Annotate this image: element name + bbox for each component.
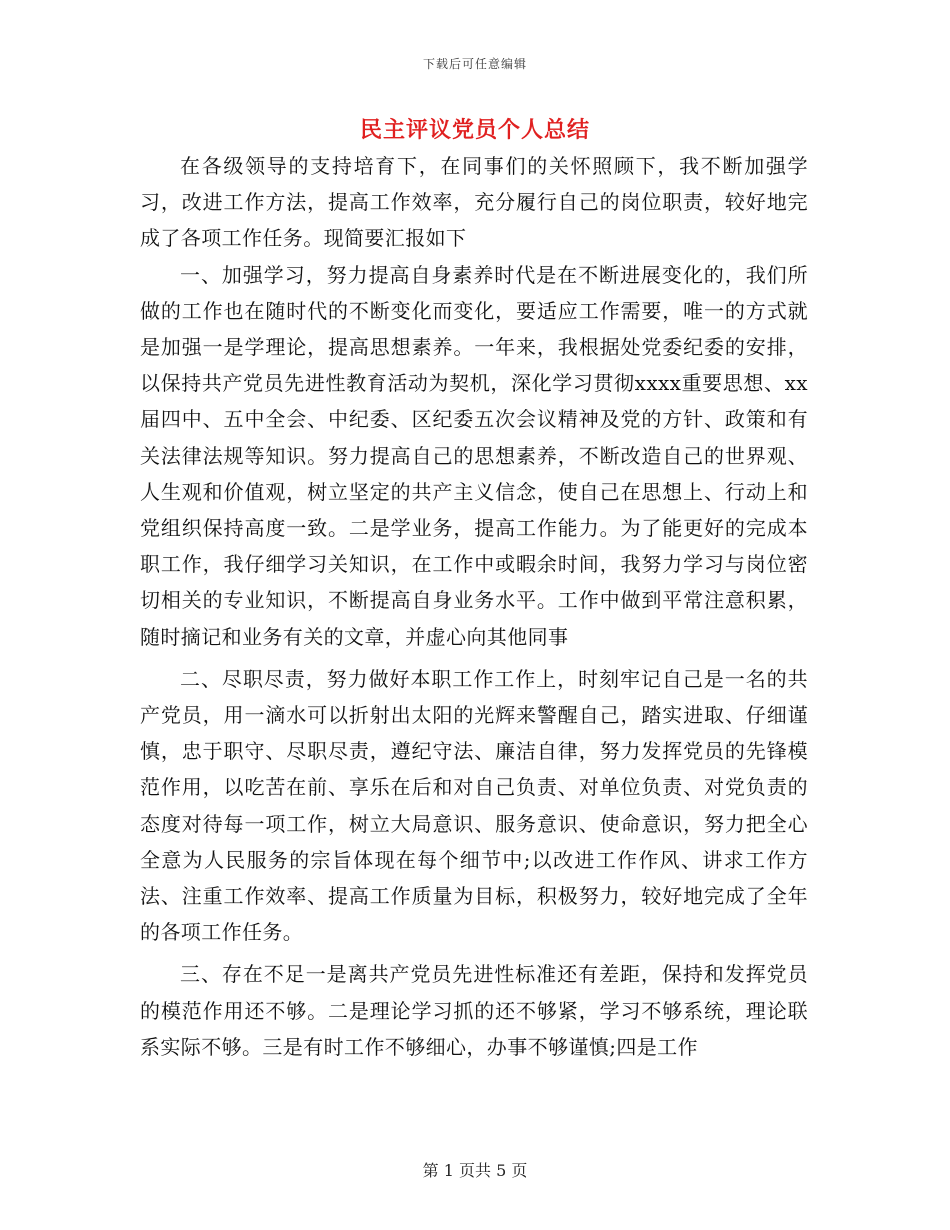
- paragraph-section-1: 一、加强学习，努力提高自身素养时代是在不断进展变化的，我们所做的工作也在随时代的不断变化而变化，要适应工作需要，唯一的方式就是加强一是学理论，提高思想素养。一年来，我根据处党委纪委的安排，以保持共产党员先进性教育活动为契机，深化学习贯彻xxxx重要思想、xx届四中、五中全会、中纪委、区纪委五次会议精神及党的方针、政策和有关法律法规等知识。努力提高自己的思想素养，不断改造自己的世界观、人生观和价值观，树立坚定的共产主义信念，使自己在思想上、行动上和党组织保持高度一致。二是学业务，提高工作能力。为了能更好的完成本职工作，我仔细学习关知识，在工作中或暇余时间，我努力学习与岗位密切相关的专业知识，不断提高自身业务水平。工作中做到平常注意积累，随时摘记和业务有关的文章，并虚心向其他同事: [140, 262, 808, 649]
- header-note: 下载后可任意编辑: [422, 57, 527, 71]
- paragraph-intro: 在各级领导的支持培育下，在同事们的关怀照顾下，我不断加强学习，改进工作方法，提高工作效率，充分履行自己的岗位职责，较好地完成了各项工作任务。现简要汇报如下: [140, 154, 808, 251]
- document-body: [140, 148, 808, 1065]
- paragraph-section-3: 三、存在不足一是离共产党员先进性标准还有差距，保持和发挥党员的模范作用还不够。二是理论学习抓的还不够紧，学习不够系统，理论联系实际不够。三是有时工作不够细心，办事不够谨慎;四是工作: [140, 962, 808, 1059]
- page-number: 第 1 页共 5 页: [422, 1161, 528, 1180]
- document-title: 民主评议党员个人总结: [359, 117, 590, 143]
- paragraph-section-2: 二、尽职尽责，努力做好本职工作工作上，时刻牢记自己是一名的共产党员，用一滴水可以折射出太阳的光辉来警醒自己，踏实进取、仔细谨慎，忠于职守、尽职尽责，遵纪守法、廉洁自律，努力发挥党员的先锋模范作用，以吃苦在前、享乐在后和对自己负责、对单位负责、对党负责的态度对待每一项工作，树立大局意识、服务意识、使命意识，努力把全心全意为人民服务的宗旨体现在每个细节中;以改进工作作风、讲求工作方法、注重工作效率、提高工作质量为目标，积极努力，较好地完成了全年的各项工作任务。: [140, 666, 808, 945]
